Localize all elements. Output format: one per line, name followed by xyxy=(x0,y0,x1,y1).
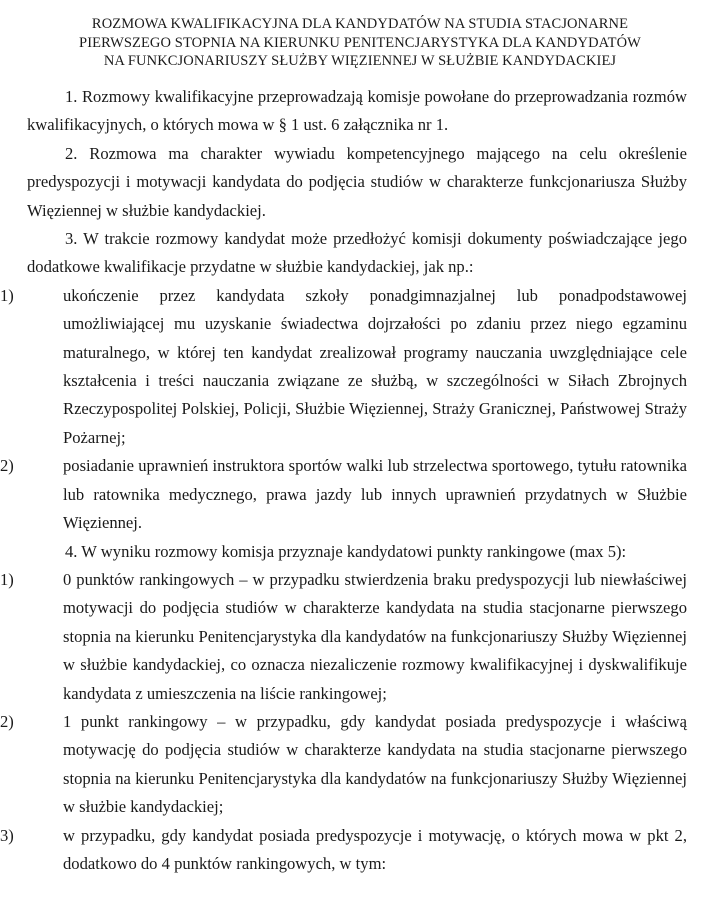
list-item xyxy=(0,566,687,708)
list-item xyxy=(0,822,687,879)
document-body xyxy=(0,83,687,878)
title-line: ROZMOWA KWALIFIKACYJNA DLA KANDYDATÓW NA STUDIA STACJONARNE xyxy=(91,16,629,32)
document-title xyxy=(20,15,700,71)
paragraph-2: 2. Rozmowa ma charakter wywiadu kompetencyjnego mającego na celu określenie predyspozycji i motywacji kandydata do podjęcia studiów w charakterze funkcjonariusza Służby Więziennej w służbie kandydackiej. xyxy=(27,143,687,220)
list-item-text: 0 punktów rankingowych – w przypadku stwierdzenia braku predyspozycji lub niewłaściwej motywacji do podjęcia studiów w charakterze kandydata na studia stacjonarne pierwszego stopnia na kierunku Penitencjarystyka dla kandydatów na funkcjonariuszy Służby Więziennej w służbie kandydackiej, co oznacza niezaliczenie rozmowy kwalifikacyjnej i dyskwalifikuje kandydata z umieszczenia na liście rankingowej; xyxy=(63,569,687,703)
list-item-text: posiadanie uprawnień instruktora sportów walki lub strzelectwa sportowego, tytułu ratownika lub ratownika medycznego, prawa jazdy lub innych uprawnień przydatnych w Służbie Więziennej. xyxy=(63,456,687,533)
list-item-number: 1) xyxy=(0,569,14,589)
list-item xyxy=(0,708,687,822)
list-item-number: 2) xyxy=(0,456,14,476)
list-item-text: ukończenie przez kandydata szkoły ponadgimnazjalnej lub ponadpodstawowej umożliwiającej mu uzyskanie świadectwa dojrzałości po zdaniu przez niego egzaminu maturalnego, w której ten kandydat zrealizował programy nauczania uwzględniające cele kształcenia i treści nauczania związane ze służbą, w szczególności w Siłach Zbrojnych Rzeczypospolitej Polskiej, Policji, Służbie Więziennej, Straży Granicznej, Państwowej Straży Pożarnej; xyxy=(63,285,687,447)
list-item-number: 1) xyxy=(0,285,14,305)
list-item-number: 2) xyxy=(0,711,14,731)
paragraph-4: 4. W wyniku rozmowy komisja przyznaje kandydatowi punkty rankingowe (max 5): xyxy=(65,541,627,561)
title-line: PIERWSZEGO STOPNIA NA KIERUNKU PENITENCJARYSTYKA DLA KANDYDATÓW xyxy=(79,34,641,51)
title-line: NA FUNKCJONARIUSZY SŁUŻBY WIĘZIENNEJ W SŁUŻBIE KANDYDACKIEJ xyxy=(103,53,617,69)
list-item xyxy=(0,452,687,537)
list-item xyxy=(0,282,687,452)
list-item-text: 1 punkt rankingowy – w przypadku, gdy kandydat posiada predyspozycje i właściwą motywację do podjęcia studiów w charakterze kandydata na studia stacjonarne pierwszego stopnia na kierunku Penitencjarystyka dla kandydatów na funkcjonariuszy Służby Więziennej w służbie kandydackiej; xyxy=(63,711,687,817)
paragraph-3: 3. W trakcie rozmowy kandydat może przedłożyć komisji dokumenty poświadczające jego dodatkowe kwalifikacje przydatne w służbie kandydackiej, jak np.: xyxy=(27,229,687,277)
list-item-text: w przypadku, gdy kandydat posiada predyspozycje i motywację, o których mowa w pkt 2, dodatkowo do 4 punktów rankingowych, w tym: xyxy=(63,825,687,873)
list-item-number: 3) xyxy=(0,825,14,845)
paragraph-1: 1. Rozmowy kwalifikacyjne przeprowadzają komisje powołane do przeprowadzania rozmów kwalifikacyjnych, o których mowa w § 1 ust. 6 załącznika nr 1. xyxy=(27,87,687,135)
